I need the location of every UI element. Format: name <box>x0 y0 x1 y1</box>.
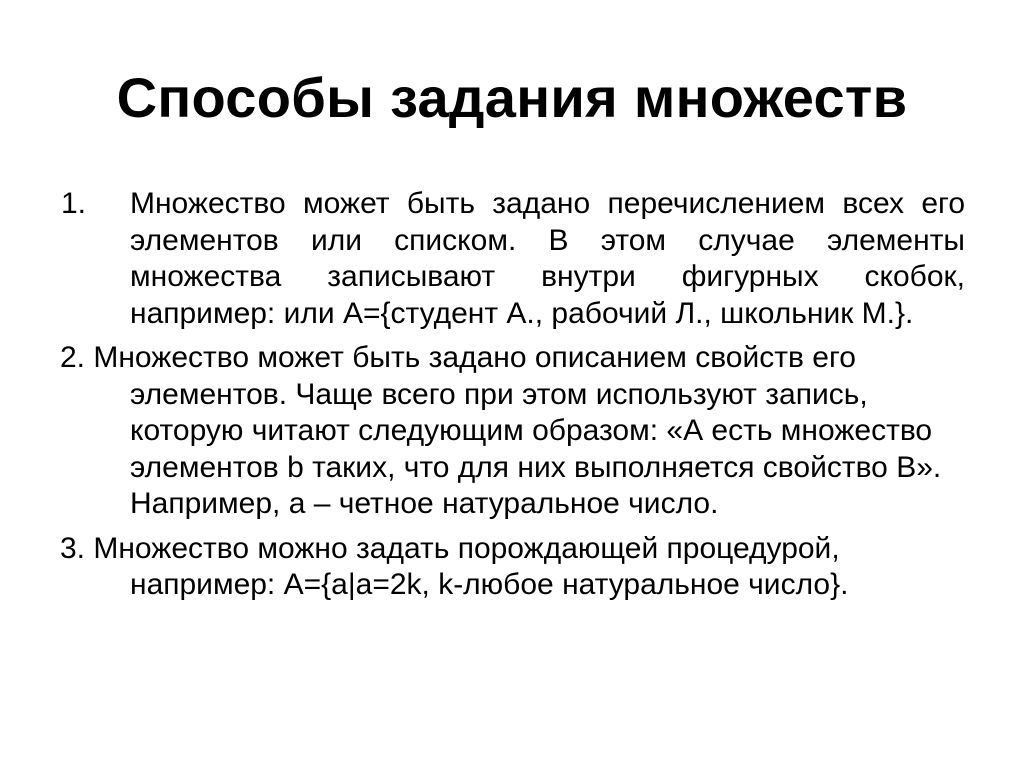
list-item-number: 1. <box>61 187 87 220</box>
slide-body <box>60 186 965 612</box>
list-item-2 <box>60 340 950 523</box>
list-item-1 <box>60 186 965 332</box>
list-item-number: 2. <box>60 341 86 374</box>
list-item-text: Множество можно задать порождающей процедурой, например: A={a|a=2k, k-любое натуральное число}. <box>93 531 849 601</box>
list-item-text: Множество может быть задано описанием свойств его элементов. Чаще всего при этом используют запись, которую читают следующим образом: «А есть множество элементов b таких, что для них выполняется свойство В». Например, a – четное натуральное число. <box>93 341 942 520</box>
list-item-text: Множество может быть задано перечислением всех его элементов или списком. В этом случае элементы множества записывают внутри фигурных скобок, например: или A={студент А., рабочий Л., школьник М.}. <box>130 187 965 330</box>
list-item-3 <box>60 531 965 604</box>
list-item-number: 3. <box>60 531 86 565</box>
slide-title: Способы задания множеств <box>116 66 908 129</box>
